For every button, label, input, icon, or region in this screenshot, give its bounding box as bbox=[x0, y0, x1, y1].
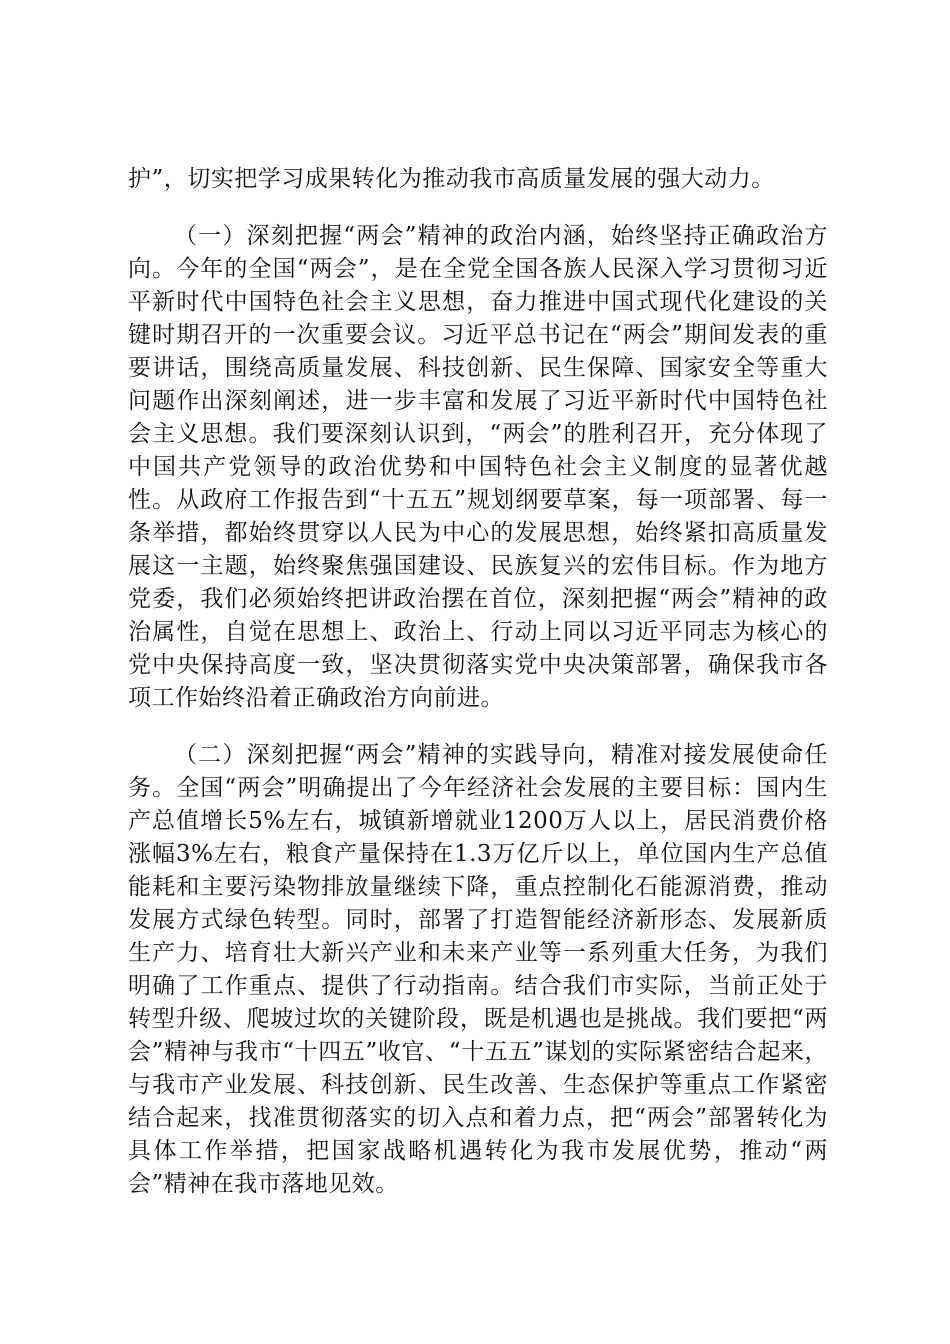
paragraph-continuation: 护”，切实把学习成果转化为推动我市高质量发展的强大动力。 bbox=[128, 166, 775, 192]
paragraph-section-one: （一）深刻把握“两会”精神的政治内涵，始终坚持正确政治方向。今年的全国“两会”，是在全党全国各族人民深入学习贯彻习近平新时代中国特色社会主义思想，奋力推进中国式现代化建设的关键时期召开的一次重要会议。习近平总书记在“两会”期间发表的重要讲话，围绕高质量发展、科技创新、民生保障、国家安全等重大问题作出深刻阐述，进一步丰富和发展了习近平新时代中国特色社会主义思想。我们要深刻认识到，“两会”的胜利召开，充分体现了中国共产党领导的政治优势和中国特色社会主义制度的显著优越性。从政府工作报告到“十五五”规划纲要草案，每一项部署、每一条举措，都始终贯穿以人民为中心的发展思想，始终紧扣高质量发展这一主题，始终聚焦强国建设、民族复兴的宏伟目标。作为地方党委，我们必须始终把讲政治摆在首位，深刻把握“两会”精神的政治属性，自觉在思想上、政治上、行动上同以习近平同志为核心的党中央保持高度一致，坚决贯彻落实党中央决策部署，确保我市各项工作始终沿着正确政治方向前进。 bbox=[128, 223, 828, 711]
document-body bbox=[128, 163, 828, 1225]
paragraph-section-two: （二）深刻把握“两会”精神的实践导向，精准对接发展使命任务。全国“两会”明确提出了今年经济社会发展的主要目标：国内生产总值增长5%左右，城镇新增就业1200万人以上，居民消费价格涨幅3%左右，粮食产量保持在1.3万亿斤以上，单位国内生产总值能耗和主要污染物排放量继续下降，重点控制化石能源消费，推动发展方式绿色转型。同时，部署了打造智能经济新形态、发展新质生产力、培育壮大新兴产业和未来产业等一系列重大任务，为我们明确了工作重点、提供了行动指南。结合我们市实际，当前正处于转型升级、爬坡过坎的关键阶段，既是机遇也是挑战。我们要把“两会”精神与我市“十四五”收官、“十五五”谋划的实际紧密结合起来，与我市产业发展、科技创新、民生改善、生态保护等重点工作紧密结合起来，找准贯彻落实的切入点和着力点，把“两会”部署转化为具体工作举措，把国家战略机遇转化为我市发展优势，推动“两会”精神在我市落地见效。 bbox=[128, 742, 828, 1197]
